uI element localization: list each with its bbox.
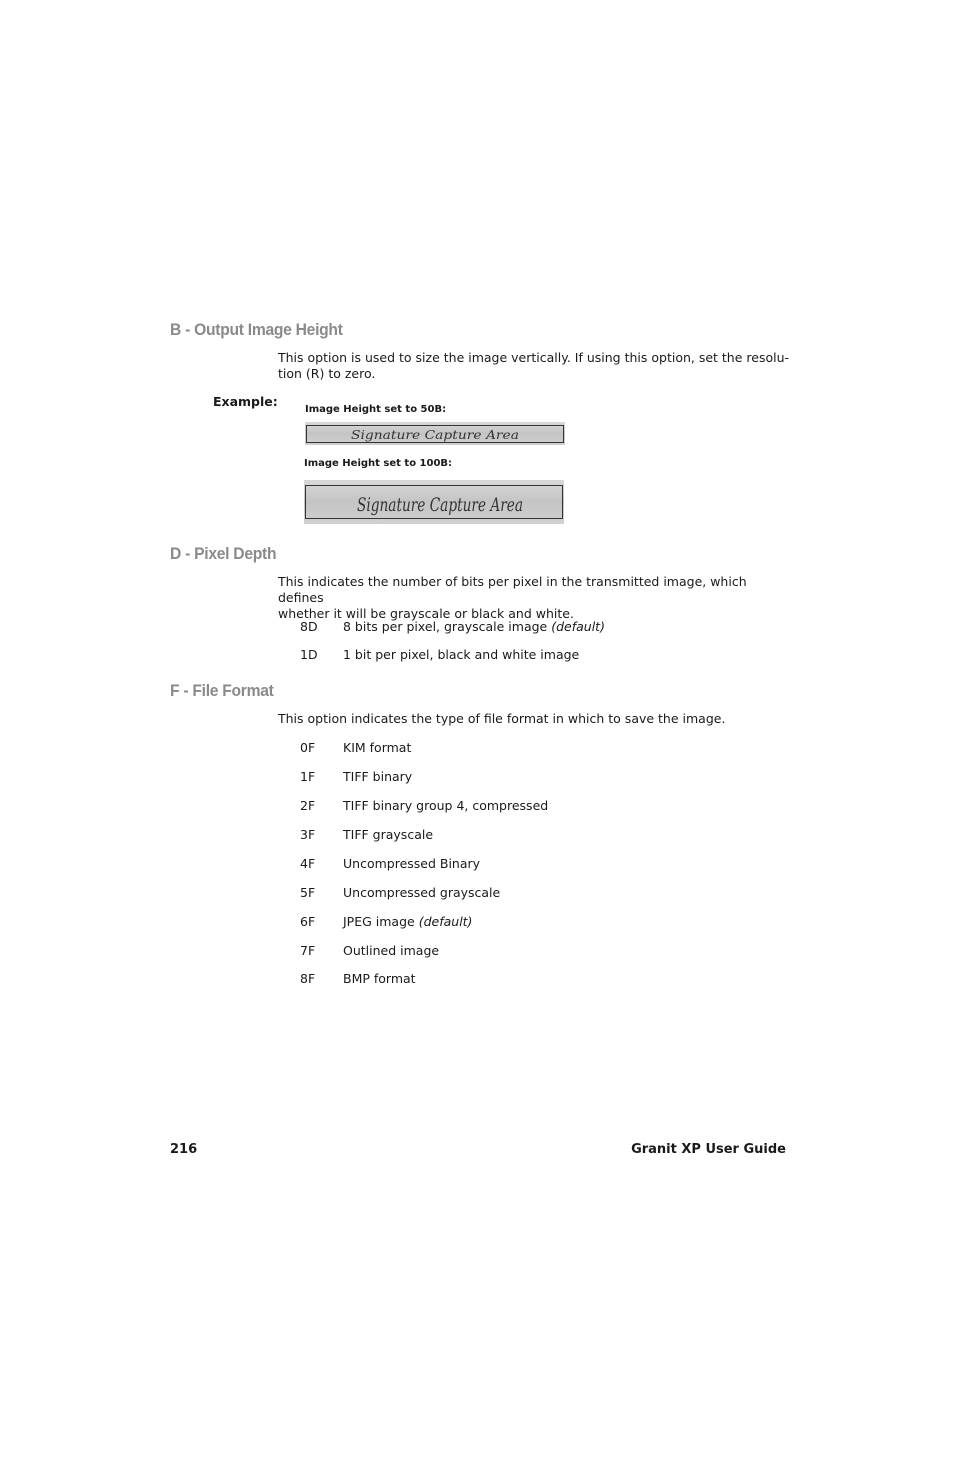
file-format-option-desc: TIFF binary [343,769,413,784]
file-format-option-desc: TIFF binary group 4, compressed [343,798,549,813]
file-format-option-desc: TIFF grayscale [343,827,434,842]
default-note: (default) [418,914,473,929]
file-format-option-desc: Uncompressed grayscale [343,885,501,900]
output-height-description [278,350,793,382]
file-format-option-code: 4F [300,856,316,871]
pixel-depth-description-line1: This indicates the number of bits per pixel in the transmitted image, which defines [278,574,747,605]
section-heading-pixel-depth: D - Pixel Depth [170,544,277,563]
pixel-depth-option-code: 1D [300,647,318,662]
file-format-option-desc: Outlined image [343,943,440,958]
pixel-depth-option-code: 8D [300,619,318,634]
signature-capture-image-100b [304,480,564,524]
file-format-description: This option indicates the type of file format in which to save the image. [278,711,726,726]
file-format-option-code: 2F [300,798,316,813]
file-format-option-code: 5F [300,885,316,900]
file-format-option-code: 8F [300,971,316,986]
file-format-option-code: 1F [300,769,316,784]
pixel-depth-option-desc: 1 bit per pixel, black and white image [343,647,580,662]
file-format-option-desc: JPEG image (default) [343,914,473,929]
default-note: (default) [551,619,605,634]
file-format-option-desc: KIM format [343,740,412,755]
file-format-option-code: 0F [300,740,316,755]
caption-image-height-50b: Image Height set to 50B: [305,404,447,415]
file-format-option-desc: BMP format [343,971,416,986]
file-format-option-code: 3F [300,827,316,842]
file-format-option-code: 7F [300,943,316,958]
guide-title: Granit XP User Guide [631,1142,786,1157]
section-heading-output-image-height: B - Output Image Height [170,320,343,339]
file-format-option-desc: Uncompressed Binary [343,856,481,871]
output-height-description-line2: tion (R) to zero. [278,366,376,381]
pixel-depth-option-desc: 8 bits per pixel, grayscale image (default) [343,619,605,634]
signature-text-50b: Signature Capture Area [351,428,519,442]
output-height-description-line1: This option is used to size the image vertically. If using this option, set the resolu- [278,350,790,365]
example-label: Example: [213,394,278,409]
pixel-depth-description-line2: whether it will be grayscale or black and white. [278,606,574,621]
section-heading-file-format: F - File Format [170,681,274,700]
signature-text-100b: Signature Capture Area [357,494,523,516]
pixel-depth-description [278,574,793,622]
signature-capture-image-50b [305,422,565,445]
caption-image-height-100b: Image Height set to 100B: [304,458,453,469]
file-format-option-code: 6F [300,914,316,929]
page-number: 216 [170,1142,198,1157]
